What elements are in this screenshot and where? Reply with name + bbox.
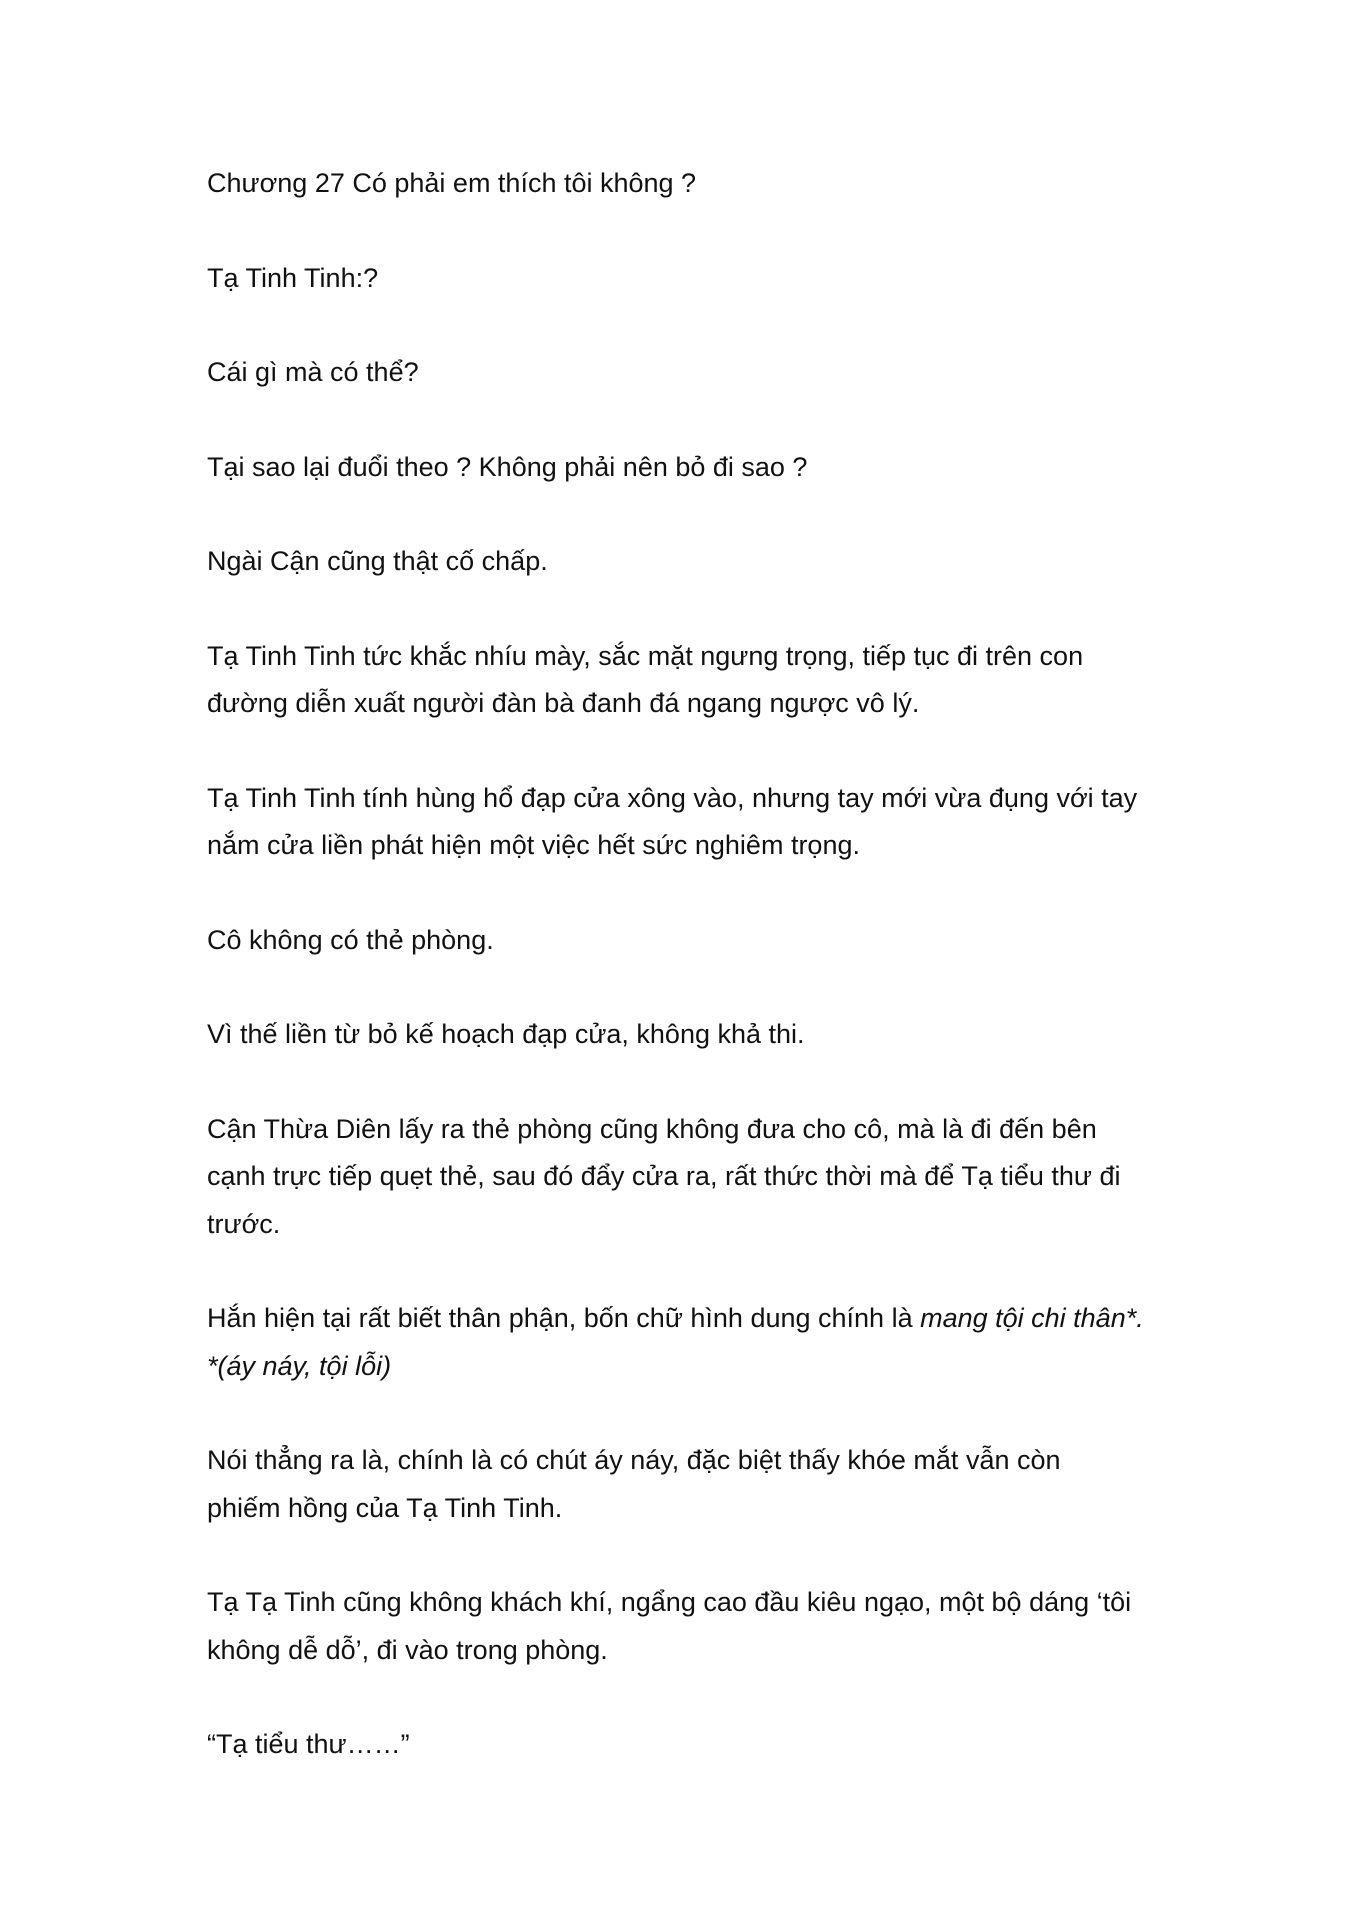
paragraph-line: Cận Thừa Diên lấy ra thẻ phòng cũng không đưa cho cô, mà là đi đến bên [207,1113,1097,1144]
paragraph [207,1437,1167,1532]
italic-phrase: mang tội chi thân*. [920,1303,1144,1333]
paragraph [207,1106,1167,1249]
paragraph: Cô không có thẻ phòng. [207,924,494,955]
paragraph: Ngài Cận cũng thật cố chấp. [207,546,548,576]
paragraph [207,633,1167,728]
paragraph: Tạ Tinh Tinh:? [207,262,379,293]
paragraph-text: Hắn hiện tại rất biết thân phận, bốn chữ hình dung chính là [207,1303,921,1333]
paragraph [207,775,1167,870]
paragraph-line: Nói thẳng ra là, chính là có chút áy náy, đặc biệt thấy khóe mắt vẫn còn [207,1445,1061,1475]
paragraph-line: Tạ Tinh Tinh tính hùng hổ đạp cửa xông vào, nhưng tay mới vừa đụng với tay [207,782,1138,813]
paragraph-line: cạnh trực tiếp quẹt thẻ, sau đó đẩy cửa ra, rất thức thời mà để Tạ tiểu thư đi [207,1161,1121,1191]
paragraph-line: trước. [207,1208,281,1239]
paragraph-line: đường diễn xuất người đàn bà đanh đá ngang ngược vô lý. [207,688,920,718]
paragraph: Vì thế liền từ bỏ kế hoạch đạp cửa, không khả thi. [207,1019,805,1049]
paragraph-line: Tạ Tinh Tinh tức khắc nhíu mày, sắc mặt ngưng trọng, tiếp tục đi trên con [207,640,1084,671]
paragraph-line: không dễ dỗ’, đi vào trong phòng. [207,1634,608,1665]
paragraph-line: phiếm hồng của Tạ Tinh Tinh. [207,1492,563,1523]
paragraph [207,1295,1167,1390]
paragraph: Cái gì mà có thể? [207,357,419,387]
paragraph: “Tạ tiểu thư……” [207,1729,410,1759]
chapter-title: Chương 27 Có phải em thích tôi không ? [207,168,697,198]
paragraph-line: Tạ Tạ Tinh cũng không khách khí, ngẩng cao đầu kiêu ngạo, một bộ dáng ‘tôi [207,1587,1132,1617]
document-body [207,160,1167,1816]
paragraph-line: nắm cửa liền phát hiện một việc hết sức nghiêm trọng. [207,830,860,860]
paragraph [207,1579,1167,1674]
paragraph: Tại sao lại đuổi theo ? Không phải nên bỏ đi sao ? [207,451,808,482]
footnote: *(áy náy, tội lỗi) [207,1350,392,1381]
